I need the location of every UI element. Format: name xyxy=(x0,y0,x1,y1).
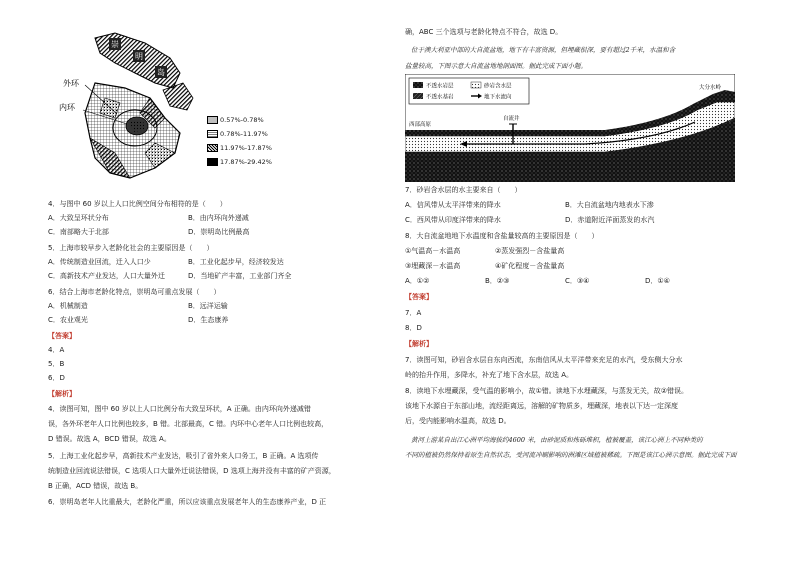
q8-option-c: C．③④ xyxy=(565,277,590,285)
q8-option-d: D．①④ xyxy=(645,277,670,285)
q5-option-d: D．当地矿产丰富，工业部门齐全 xyxy=(188,272,292,280)
answer-4: 4．A xyxy=(48,346,65,354)
legend-item-3: 11.97%-17.87% xyxy=(207,144,272,152)
label-western-plateau: 西部高原 xyxy=(409,122,432,128)
analysis-line: 误，各外环老年人口比例也较多，B 错。北部最高，C 错。内环中心老年人口比例也较高， xyxy=(48,420,329,428)
analysis-line: B 正确，ACD 错误，故选 B。 xyxy=(48,482,143,490)
analysis-line: 5．上海工业化起步早，高新技术产业发达，吸引了省外来人口务工，B 正确。A 选项传 xyxy=(48,452,319,460)
continuation-line: 确，ABC 三个选项与老龄化特点不符合，故选 D。 xyxy=(405,28,563,36)
outer-ring-label: 外环 xyxy=(63,79,79,88)
analysis-line: 岭的抬升作用，多降水，补充了地下含水层，故选 A。 xyxy=(405,371,574,379)
legend-item-2: 0.78%-11.97% xyxy=(207,130,268,138)
q4-option-b: B．由内环向外递减 xyxy=(188,214,249,222)
analysis-line: 统制造业回流说法错误，C 选项人口大量外迁说法错误，D 选项上海并没有丰富的矿产资源， xyxy=(48,467,336,475)
q5-option-c: C．高新技术产业发达，人口大量外迁 xyxy=(48,272,165,280)
analysis-line: 7．读图可知，砂岩含水层自东向西流，东南信风从太平洋带来充足的水汽，受东侧大分水 xyxy=(405,356,683,364)
q7-option-c: C．西风带从印度洋带来的降水 xyxy=(405,216,501,224)
q6-option-d: D．生态康养 xyxy=(188,316,229,324)
label-artesian-well: 自流井 xyxy=(503,116,520,122)
analysis-line: D 错误。故选 A，BCD 错误，故选 A。 xyxy=(48,435,171,443)
analysis-line: 4．读图可知，图中 60 岁以上人口比例分布大致呈环状，A 正确。由内环向外递减错 xyxy=(48,405,311,413)
q8-option-b: B．②③ xyxy=(485,277,510,285)
q4-option-a: A．大致呈环状分布 xyxy=(48,214,109,222)
q7-option-b: B．大自流盆地内地表水下渗 xyxy=(565,201,654,209)
question-5: 5．上海市较早步入老龄化社会的主要原因是（ ） xyxy=(48,244,214,252)
next-passage-line: 不同的植被仍然保持着原生自然状态，受河流冲刷影响的洲滩区域植被稀疏。下图是该江心洲示意图。据此完成下面 xyxy=(405,451,737,459)
legend-aquifer-text: 砂岩含水层 xyxy=(484,83,512,90)
answer-8: 8．D xyxy=(405,324,422,332)
intro-line: 位于澳大利亚中部的大自流盆地，地下有丰富资源，但埋藏很深，要有超过2千米，水温和含 xyxy=(411,46,676,54)
question-6: 6．结合上海市老龄化特点，崇明岛可重点发展（ ） xyxy=(48,288,221,296)
inner-ring-label: 内环 xyxy=(59,103,75,112)
great-artesian-basin-section xyxy=(405,74,735,182)
label-great-dividing-range: 大分水岭 xyxy=(699,85,722,91)
q6-option-b: B．远洋运输 xyxy=(188,302,228,310)
q8-statement-1: ①气温高－水温高 xyxy=(405,247,461,255)
island-char-3: 岛 xyxy=(157,68,165,77)
analysis-heading: 【解析】 xyxy=(48,390,76,398)
island-char-1: 崇 xyxy=(111,40,119,49)
question-4: 4．与图中 60 岁以上人口比例空间分布相符的是（ ） xyxy=(48,200,227,208)
answer-7: 7．A xyxy=(405,309,422,317)
q7-option-d: D．赤道附近洋面蒸发的水汽 xyxy=(565,216,655,224)
legend-item-4: 17.87%-29.42% xyxy=(207,158,272,166)
answer-heading: 【答案】 xyxy=(405,293,433,301)
island-char-2: 明 xyxy=(135,52,143,61)
analysis-line: 6．崇明岛老年人比重最大，老龄化严重，所以应该重点发展老年人的生态康养产业，D 正 xyxy=(48,498,327,506)
analysis-heading: 【解析】 xyxy=(405,340,433,348)
next-passage-line: 黄河上游某自出江心洲平均海拔约4600 米，由砂泥质和炼砾堆积，植被覆盖，该江心洲上不同种类的 xyxy=(411,436,703,444)
legend-base-text: 不透水基岩 xyxy=(426,94,454,101)
answer-6: 6．D xyxy=(48,374,65,382)
intro-line: 盐量较高，下图示意大自流盆地地剖面图。据此完成下面小题。 xyxy=(405,62,587,70)
q8-statement-2: ②蒸发强烈－含盐量高 xyxy=(495,247,565,255)
q8-statement-3: ③埋藏深－水温高 xyxy=(405,262,461,270)
question-7: 7．砂岩含水层的水主要来自（ ） xyxy=(405,186,522,194)
q7-option-a: A．信风带从太平洋带来的降水 xyxy=(405,201,501,209)
legend-impermeable-text: 不透水岩层 xyxy=(426,83,454,90)
question-8: 8．大自流盆地地下水温度和含盐量较高的主要原因是（ ） xyxy=(405,232,599,240)
q8-statement-4: ④矿化程度－含盐量高 xyxy=(495,262,565,270)
q4-option-d: D．崇明岛比例最高 xyxy=(188,228,250,236)
q8-option-a: A．①② xyxy=(405,277,430,285)
q5-option-a: A．传统制造业回流，迁入人口少 xyxy=(48,258,151,266)
q4-option-c: C．南部略大于北部 xyxy=(48,228,109,236)
analysis-line: 8．读地下水埋藏深，受气温的影响小，故①错。读地下水埋藏深，与蒸发无关，故②错误。 xyxy=(405,387,689,395)
q6-option-a: A．机械制造 xyxy=(48,302,88,310)
legend-flow-text: 地下水流向 xyxy=(484,94,512,101)
answer-5: 5．B xyxy=(48,360,65,368)
answer-heading: 【答案】 xyxy=(48,332,76,340)
analysis-line: 该地下水源自于东部山地，流经距离远，溶解的矿物质多，埋藏深，地表以下达一定深度 xyxy=(405,402,678,410)
q5-option-b: B．工业化起步早，经济较发达 xyxy=(188,258,284,266)
analysis-line: 后，受内能影响水温高，故选 D。 xyxy=(405,417,511,425)
legend-item-1: 0.57%-0.78% xyxy=(207,116,264,124)
q6-option-c: C．农业观光 xyxy=(48,316,88,324)
